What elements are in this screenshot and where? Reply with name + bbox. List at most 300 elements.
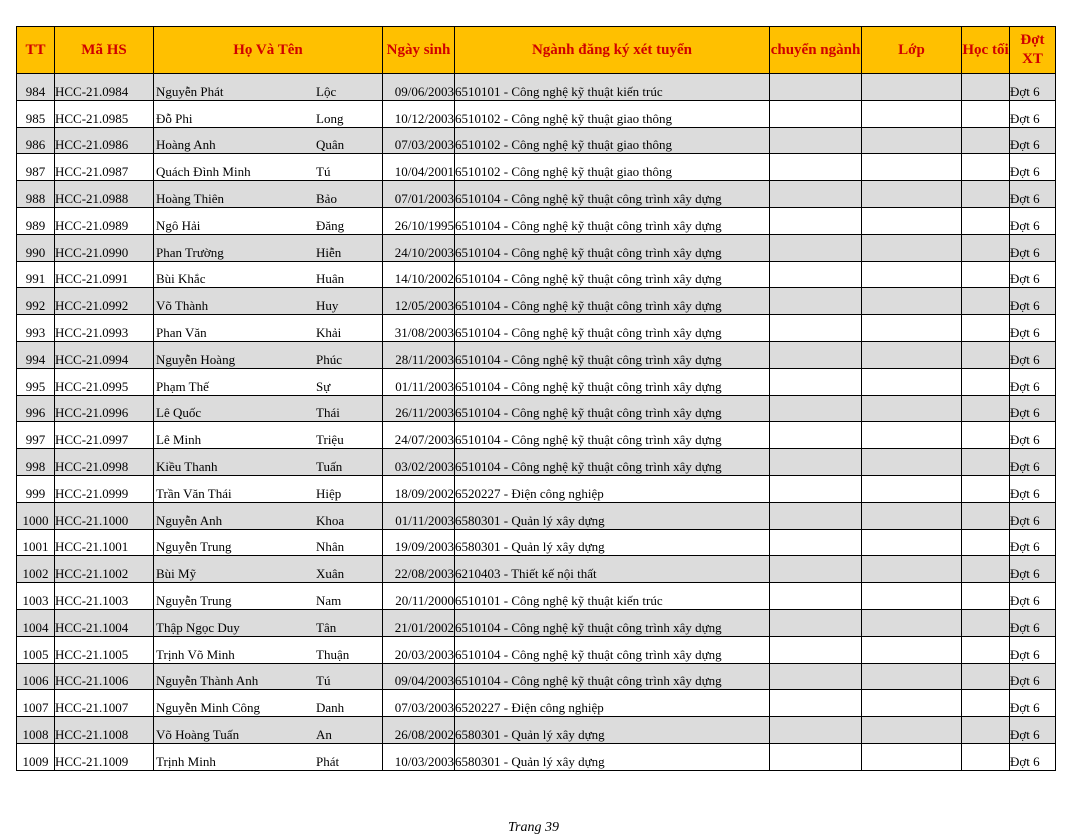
cell-chuyennganh <box>770 663 862 690</box>
cell-mahs: HCC-21.0997 <box>55 422 154 449</box>
cell-tt: 988 <box>17 181 55 208</box>
cell-ho: Nguyễn Hoàng <box>156 351 236 367</box>
cell-nganh: 6520227 - Điện công nghiệp <box>455 690 770 717</box>
cell-dot: Đợt 6 <box>1010 449 1056 476</box>
cell-hoctoi <box>962 556 1010 583</box>
cell-lop <box>862 556 962 583</box>
cell-chuyennganh <box>770 288 862 315</box>
cell-ngaysinh: 19/09/2003 <box>383 529 455 556</box>
cell-dot: Đợt 6 <box>1010 234 1056 261</box>
table-row <box>17 663 1056 690</box>
cell-hoctoi <box>962 207 1010 234</box>
cell-chuyennganh <box>770 207 862 234</box>
cell-hoten <box>154 743 383 770</box>
cell-mahs: HCC-21.0988 <box>55 181 154 208</box>
cell-tt: 996 <box>17 395 55 422</box>
cell-nganh: 6510104 - Công nghệ kỹ thuật công trình xây dựng <box>455 234 770 261</box>
cell-ten: Nhân <box>316 539 345 555</box>
cell-ten: Phúc <box>316 351 342 367</box>
cell-ten: Tân <box>316 619 337 635</box>
cell-tt: 998 <box>17 449 55 476</box>
cell-dot: Đợt 6 <box>1010 181 1056 208</box>
cell-chuyennganh <box>770 529 862 556</box>
cell-mahs: HCC-21.1001 <box>55 529 154 556</box>
cell-lop <box>862 717 962 744</box>
header-ngaysinh: Ngày sinh <box>383 27 455 74</box>
cell-hoctoi <box>962 261 1010 288</box>
cell-ngaysinh: 12/05/2003 <box>383 288 455 315</box>
cell-dot: Đợt 6 <box>1010 663 1056 690</box>
cell-ho: Bùi Khắc <box>156 271 206 287</box>
cell-ho: Trần Văn Thái <box>156 485 232 501</box>
cell-ten: Tú <box>316 673 331 689</box>
cell-nganh: 6510104 - Công nghệ kỹ thuật công trình xây dựng <box>455 422 770 449</box>
cell-ten: Huân <box>316 271 345 287</box>
cell-nganh: 6510101 - Công nghệ kỹ thuật kiến trúc <box>455 583 770 610</box>
cell-lop <box>862 609 962 636</box>
cell-ngaysinh: 09/06/2003 <box>383 74 455 101</box>
cell-hoten <box>154 717 383 744</box>
cell-lop <box>862 368 962 395</box>
table-row <box>17 529 1056 556</box>
cell-dot: Đợt 6 <box>1010 74 1056 101</box>
cell-ngaysinh: 24/10/2003 <box>383 234 455 261</box>
cell-ho: Nguyễn Trung <box>156 592 232 608</box>
cell-nganh: 6510102 - Công nghệ kỹ thuật giao thông <box>455 154 770 181</box>
cell-nganh: 6580301 - Quản lý xây dựng <box>455 743 770 770</box>
table-row <box>17 127 1056 154</box>
cell-ngaysinh: 10/04/2001 <box>383 154 455 181</box>
cell-ten: An <box>316 726 332 742</box>
cell-chuyennganh <box>770 690 862 717</box>
cell-tt: 999 <box>17 475 55 502</box>
cell-ngaysinh: 14/10/2002 <box>383 261 455 288</box>
cell-mahs: HCC-21.0993 <box>55 315 154 342</box>
table-row <box>17 261 1056 288</box>
table-row <box>17 717 1056 744</box>
cell-dot: Đợt 6 <box>1010 529 1056 556</box>
cell-hoten <box>154 288 383 315</box>
cell-dot: Đợt 6 <box>1010 583 1056 610</box>
cell-ten: Hiễn <box>316 244 342 260</box>
table-row <box>17 288 1056 315</box>
cell-ngaysinh: 10/03/2003 <box>383 743 455 770</box>
cell-nganh: 6510104 - Công nghệ kỹ thuật công trình xây dựng <box>455 609 770 636</box>
cell-ngaysinh: 26/10/1995 <box>383 207 455 234</box>
cell-chuyennganh <box>770 717 862 744</box>
cell-hoctoi <box>962 395 1010 422</box>
header-hoctoi: Học tối <box>962 27 1010 74</box>
cell-ho: Hoàng Thiên <box>156 190 224 206</box>
cell-lop <box>862 154 962 181</box>
cell-dot: Đợt 6 <box>1010 207 1056 234</box>
roster-body <box>17 74 1056 771</box>
cell-chuyennganh <box>770 181 862 208</box>
cell-nganh: 6510104 - Công nghệ kỹ thuật công trình xây dựng <box>455 288 770 315</box>
cell-mahs: HCC-21.0986 <box>55 127 154 154</box>
cell-hoctoi <box>962 288 1010 315</box>
cell-ho: Võ Hoàng Tuấn <box>156 726 240 742</box>
cell-tt: 995 <box>17 368 55 395</box>
cell-lop <box>862 449 962 476</box>
cell-ho: Đỗ Phi <box>156 110 193 126</box>
header-mahs: Mã HS <box>55 27 154 74</box>
cell-ngaysinh: 07/01/2003 <box>383 181 455 208</box>
cell-nganh: 6510104 - Công nghệ kỹ thuật công trình xây dựng <box>455 663 770 690</box>
cell-ho: Bùi Mỹ <box>156 566 197 582</box>
cell-lop <box>862 288 962 315</box>
cell-hoctoi <box>962 341 1010 368</box>
cell-ho: Ngô Hải <box>156 217 201 233</box>
cell-hoten <box>154 154 383 181</box>
cell-tt: 1005 <box>17 636 55 663</box>
cell-nganh: 6580301 - Quản lý xây dựng <box>455 717 770 744</box>
cell-hoten <box>154 663 383 690</box>
cell-chuyennganh <box>770 449 862 476</box>
cell-hoctoi <box>962 181 1010 208</box>
cell-ten: Khải <box>316 324 342 340</box>
cell-ten: Huy <box>316 298 339 314</box>
table-row <box>17 181 1056 208</box>
header-lop: Lớp <box>862 27 962 74</box>
cell-hoten <box>154 609 383 636</box>
cell-ten: Khoa <box>316 512 345 528</box>
cell-ngaysinh: 20/03/2003 <box>383 636 455 663</box>
cell-hoten <box>154 502 383 529</box>
cell-tt: 984 <box>17 74 55 101</box>
cell-tt: 997 <box>17 422 55 449</box>
cell-hoten <box>154 475 383 502</box>
cell-chuyennganh <box>770 74 862 101</box>
header-row <box>17 27 1056 74</box>
table-row <box>17 234 1056 261</box>
cell-hoten <box>154 234 383 261</box>
cell-ngaysinh: 03/02/2003 <box>383 449 455 476</box>
cell-tt: 985 <box>17 100 55 127</box>
cell-hoten <box>154 422 383 449</box>
cell-lop <box>862 127 962 154</box>
cell-ho: Phan Trường <box>156 244 224 260</box>
cell-mahs: HCC-21.1007 <box>55 690 154 717</box>
cell-lop <box>862 207 962 234</box>
cell-nganh: 6510104 - Công nghệ kỹ thuật công trình xây dựng <box>455 636 770 663</box>
cell-mahs: HCC-21.1006 <box>55 663 154 690</box>
cell-nganh: 6510102 - Công nghệ kỹ thuật giao thông <box>455 100 770 127</box>
cell-mahs: HCC-21.0992 <box>55 288 154 315</box>
cell-tt: 1003 <box>17 583 55 610</box>
cell-ten: Danh <box>316 700 345 716</box>
cell-lop <box>862 395 962 422</box>
table-row <box>17 690 1056 717</box>
cell-ten: Quân <box>316 137 345 153</box>
cell-tt: 1004 <box>17 609 55 636</box>
cell-tt: 993 <box>17 315 55 342</box>
cell-chuyennganh <box>770 154 862 181</box>
cell-ho: Lê Quốc <box>156 405 202 421</box>
cell-tt: 990 <box>17 234 55 261</box>
cell-ho: Thập Ngọc Duy <box>156 619 240 635</box>
cell-ten: Thái <box>316 405 340 421</box>
cell-ten: Tú <box>316 164 331 180</box>
cell-mahs: HCC-21.1002 <box>55 556 154 583</box>
student-roster-table <box>16 26 1056 771</box>
cell-hoctoi <box>962 609 1010 636</box>
cell-chuyennganh <box>770 475 862 502</box>
cell-dot: Đợt 6 <box>1010 636 1056 663</box>
cell-nganh: 6510102 - Công nghệ kỹ thuật giao thông <box>455 127 770 154</box>
cell-ho: Nguyễn Thành Anh <box>156 673 259 689</box>
cell-tt: 1001 <box>17 529 55 556</box>
header-nganh: Ngành đăng ký xét tuyển <box>455 27 770 74</box>
cell-lop <box>862 583 962 610</box>
cell-lop <box>862 341 962 368</box>
header-hoten: Họ Và Tên <box>154 27 383 74</box>
cell-lop <box>862 663 962 690</box>
cell-dot: Đợt 6 <box>1010 743 1056 770</box>
cell-hoctoi <box>962 74 1010 101</box>
cell-hoctoi <box>962 100 1010 127</box>
cell-hoctoi <box>962 663 1010 690</box>
cell-hoten <box>154 315 383 342</box>
cell-mahs: HCC-21.0995 <box>55 368 154 395</box>
cell-tt: 989 <box>17 207 55 234</box>
cell-mahs: HCC-21.1003 <box>55 583 154 610</box>
cell-mahs: HCC-21.1009 <box>55 743 154 770</box>
cell-hoctoi <box>962 449 1010 476</box>
cell-ho: Võ Thành <box>156 298 209 314</box>
cell-dot: Đợt 6 <box>1010 690 1056 717</box>
cell-ho: Lê Minh <box>156 432 202 448</box>
cell-lop <box>862 502 962 529</box>
cell-dot: Đợt 6 <box>1010 127 1056 154</box>
cell-ten: Nam <box>316 592 342 608</box>
cell-ho: Nguyễn Anh <box>156 512 223 528</box>
cell-nganh: 6510104 - Công nghệ kỹ thuật công trình xây dựng <box>455 315 770 342</box>
header-dotxt: Đợt XT <box>1010 27 1056 74</box>
cell-chuyennganh <box>770 261 862 288</box>
cell-dot: Đợt 6 <box>1010 717 1056 744</box>
cell-chuyennganh <box>770 234 862 261</box>
cell-mahs: HCC-21.0998 <box>55 449 154 476</box>
cell-mahs: HCC-21.0991 <box>55 261 154 288</box>
cell-ten: Sự <box>316 378 331 394</box>
table-row <box>17 422 1056 449</box>
cell-ten: Hiệp <box>316 485 342 501</box>
table-row <box>17 583 1056 610</box>
cell-ho: Nguyễn Trung <box>156 539 232 555</box>
cell-dot: Đợt 6 <box>1010 502 1056 529</box>
cell-hoten <box>154 341 383 368</box>
cell-lop <box>862 234 962 261</box>
cell-tt: 1008 <box>17 717 55 744</box>
cell-ten: Xuân <box>316 566 345 582</box>
cell-chuyennganh <box>770 341 862 368</box>
cell-lop <box>862 100 962 127</box>
page-number: Trang 39 <box>508 820 559 835</box>
cell-hoctoi <box>962 315 1010 342</box>
table-row <box>17 154 1056 181</box>
cell-hoctoi <box>962 743 1010 770</box>
cell-nganh: 6510104 - Công nghệ kỹ thuật công trình xây dựng <box>455 261 770 288</box>
cell-tt: 1000 <box>17 502 55 529</box>
table-row <box>17 449 1056 476</box>
cell-chuyennganh <box>770 422 862 449</box>
header-chuyennganh: chuyển ngành <box>770 27 862 74</box>
cell-lop <box>862 74 962 101</box>
cell-lop <box>862 181 962 208</box>
cell-ngaysinh: 22/08/2003 <box>383 556 455 583</box>
cell-mahs: HCC-21.0989 <box>55 207 154 234</box>
cell-hoten <box>154 636 383 663</box>
cell-hoctoi <box>962 583 1010 610</box>
cell-chuyennganh <box>770 583 862 610</box>
cell-tt: 994 <box>17 341 55 368</box>
cell-tt: 992 <box>17 288 55 315</box>
cell-mahs: HCC-21.1008 <box>55 717 154 744</box>
cell-hoctoi <box>962 127 1010 154</box>
cell-mahs: HCC-21.0994 <box>55 341 154 368</box>
cell-dot: Đợt 6 <box>1010 368 1056 395</box>
cell-hoctoi <box>962 422 1010 449</box>
cell-chuyennganh <box>770 556 862 583</box>
cell-tt: 987 <box>17 154 55 181</box>
cell-hoten <box>154 181 383 208</box>
cell-chuyennganh <box>770 315 862 342</box>
cell-ngaysinh: 24/07/2003 <box>383 422 455 449</box>
cell-dot: Đợt 6 <box>1010 100 1056 127</box>
cell-ho: Trịnh Minh <box>156 753 216 769</box>
cell-nganh: 6510104 - Công nghệ kỹ thuật công trình xây dựng <box>455 368 770 395</box>
cell-ten: Thuận <box>316 646 350 662</box>
cell-ho: Phạm Thế <box>156 378 209 394</box>
cell-ngaysinh: 21/01/2002 <box>383 609 455 636</box>
cell-nganh: 6510104 - Công nghệ kỹ thuật công trình xây dựng <box>455 207 770 234</box>
cell-ngaysinh: 26/11/2003 <box>383 395 455 422</box>
table-row <box>17 315 1056 342</box>
cell-dot: Đợt 6 <box>1010 288 1056 315</box>
table-row <box>17 556 1056 583</box>
cell-lop <box>862 422 962 449</box>
cell-tt: 1006 <box>17 663 55 690</box>
cell-ngaysinh: 26/08/2002 <box>383 717 455 744</box>
cell-hoctoi <box>962 368 1010 395</box>
header-tt: TT <box>17 27 55 74</box>
cell-mahs: HCC-21.0985 <box>55 100 154 127</box>
cell-lop <box>862 315 962 342</box>
cell-hoctoi <box>962 529 1010 556</box>
cell-hoten <box>154 529 383 556</box>
cell-ho: Hoàng Anh <box>156 137 216 153</box>
cell-hoctoi <box>962 154 1010 181</box>
cell-chuyennganh <box>770 609 862 636</box>
cell-ngaysinh: 28/11/2003 <box>383 341 455 368</box>
cell-dot: Đợt 6 <box>1010 395 1056 422</box>
cell-lop <box>862 636 962 663</box>
table-row <box>17 100 1056 127</box>
cell-hoctoi <box>962 690 1010 717</box>
cell-ho: Nguyễn Minh Công <box>156 700 260 716</box>
cell-ten: Bảo <box>316 190 337 206</box>
cell-chuyennganh <box>770 127 862 154</box>
cell-mahs: HCC-21.0984 <box>55 74 154 101</box>
table-row <box>17 609 1056 636</box>
cell-mahs: HCC-21.1004 <box>55 609 154 636</box>
cell-nganh: 6510104 - Công nghệ kỹ thuật công trình xây dựng <box>455 395 770 422</box>
cell-mahs: HCC-21.0999 <box>55 475 154 502</box>
table-row <box>17 636 1056 663</box>
cell-hoctoi <box>962 502 1010 529</box>
cell-hoten <box>154 449 383 476</box>
cell-nganh: 6510104 - Công nghệ kỹ thuật công trình xây dựng <box>455 449 770 476</box>
cell-mahs: HCC-21.1000 <box>55 502 154 529</box>
table-row <box>17 368 1056 395</box>
cell-dot: Đợt 6 <box>1010 261 1056 288</box>
cell-tt: 991 <box>17 261 55 288</box>
cell-lop <box>862 529 962 556</box>
cell-mahs: HCC-21.0987 <box>55 154 154 181</box>
cell-tt: 1007 <box>17 690 55 717</box>
cell-hoten <box>154 207 383 234</box>
cell-lop <box>862 743 962 770</box>
cell-hoten <box>154 690 383 717</box>
cell-ho: Nguyễn Phát <box>156 83 224 99</box>
table-row <box>17 341 1056 368</box>
cell-ten: Long <box>316 110 344 126</box>
cell-ngaysinh: 31/08/2003 <box>383 315 455 342</box>
cell-ten: Tuấn <box>316 458 343 474</box>
cell-ngaysinh: 18/09/2002 <box>383 475 455 502</box>
cell-ten: Lộc <box>316 83 337 99</box>
cell-chuyennganh <box>770 395 862 422</box>
cell-ngaysinh: 09/04/2003 <box>383 663 455 690</box>
cell-nganh: 6510104 - Công nghệ kỹ thuật công trình xây dựng <box>455 181 770 208</box>
cell-nganh: 6520227 - Điện công nghiệp <box>455 475 770 502</box>
cell-lop <box>862 261 962 288</box>
table-row <box>17 207 1056 234</box>
cell-nganh: 6580301 - Quản lý xây dựng <box>455 529 770 556</box>
cell-hoten <box>154 74 383 101</box>
cell-nganh: 6510104 - Công nghệ kỹ thuật công trình xây dựng <box>455 341 770 368</box>
cell-lop <box>862 475 962 502</box>
cell-chuyennganh <box>770 743 862 770</box>
cell-ho: Quách Đình Minh <box>156 164 251 180</box>
cell-hoctoi <box>962 234 1010 261</box>
cell-hoten <box>154 395 383 422</box>
cell-ten: Đăng <box>316 217 345 233</box>
cell-dot: Đợt 6 <box>1010 341 1056 368</box>
cell-ngaysinh: 07/03/2003 <box>383 127 455 154</box>
cell-hoten <box>154 556 383 583</box>
cell-tt: 1002 <box>17 556 55 583</box>
cell-hoten <box>154 261 383 288</box>
cell-hoctoi <box>962 636 1010 663</box>
cell-nganh: 6580301 - Quản lý xây dựng <box>455 502 770 529</box>
table-row <box>17 502 1056 529</box>
cell-mahs: HCC-21.1005 <box>55 636 154 663</box>
cell-dot: Đợt 6 <box>1010 609 1056 636</box>
cell-dot: Đợt 6 <box>1010 154 1056 181</box>
cell-lop <box>862 690 962 717</box>
cell-ten: Triệu <box>316 432 344 448</box>
cell-nganh: 6210403 - Thiết kế nội thất <box>455 556 770 583</box>
cell-ngaysinh: 01/11/2003 <box>383 502 455 529</box>
cell-dot: Đợt 6 <box>1010 475 1056 502</box>
cell-ngaysinh: 07/03/2003 <box>383 690 455 717</box>
cell-chuyennganh <box>770 368 862 395</box>
cell-hoctoi <box>962 475 1010 502</box>
cell-ho: Kiều Thanh <box>156 458 218 474</box>
cell-nganh: 6510101 - Công nghệ kỹ thuật kiến trúc <box>455 74 770 101</box>
